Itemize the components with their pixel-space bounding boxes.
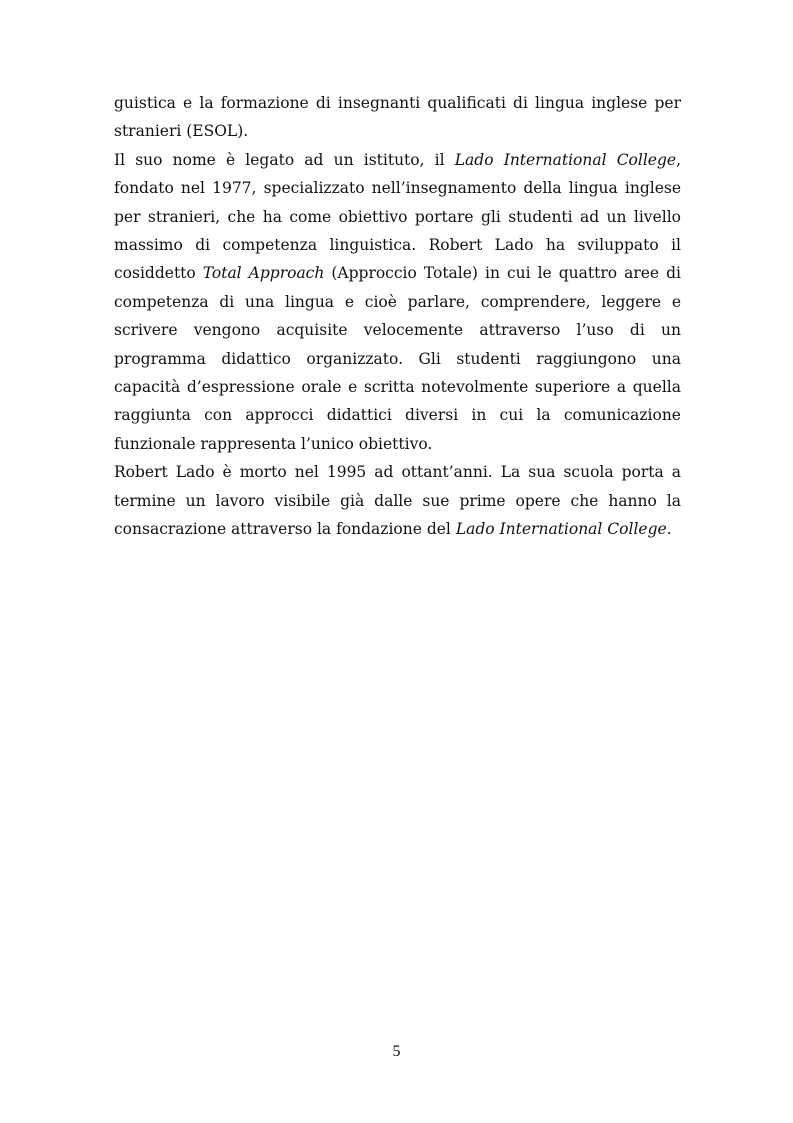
- text-segment: , fondato nel 1977, specializzato nell’insegnamento della lingua inglese per stranieri, che ha come obiettivo portare gli studenti ad un livello massimo di competenza linguistica. Robert Lado ha sviluppato il cosiddetto: [114, 150, 682, 283]
- paragraph-esol: [114, 89, 681, 146]
- paragraph-lado-death: [114, 458, 681, 543]
- paragraph-lado-college: [114, 146, 681, 458]
- italic-text-segment: Total Approach: [202, 264, 325, 283]
- text-segment: .: [666, 520, 672, 539]
- text-segment: guistica e la formazione di insegnanti qualificati di lingua inglese per stranieri (ESOL).: [114, 94, 681, 141]
- italic-text-segment: Lado International College: [454, 150, 677, 169]
- page-number: 5: [392, 1043, 401, 1060]
- italic-text-segment: Lado International College: [455, 520, 667, 539]
- page-body: [114, 89, 681, 544]
- text-segment: (Approccio Totale) in cui le quattro aree di competenza di una lingua e cioè parlare, comprendere, leggere e scrivere vengono acquisite velocemente attraverso l’uso di un programma didattico organizzato. Gli studenti raggiungono una capacità d’espressione orale e scritta notevolmente superiore a quella raggiunta con approcci didattici diversi in cui la comunicazione funzionale rappresenta l’unico obiettivo.: [114, 264, 681, 453]
- text-segment: Il suo nome è legato ad un istituto, il: [114, 150, 455, 169]
- text-segment: Robert Lado è morto nel 1995 ad ottant’anni. La sua scuola porta a termine un lavoro visibile già dalle sue prime opere che hanno la consacrazione attraverso la fondazione del: [114, 463, 681, 539]
